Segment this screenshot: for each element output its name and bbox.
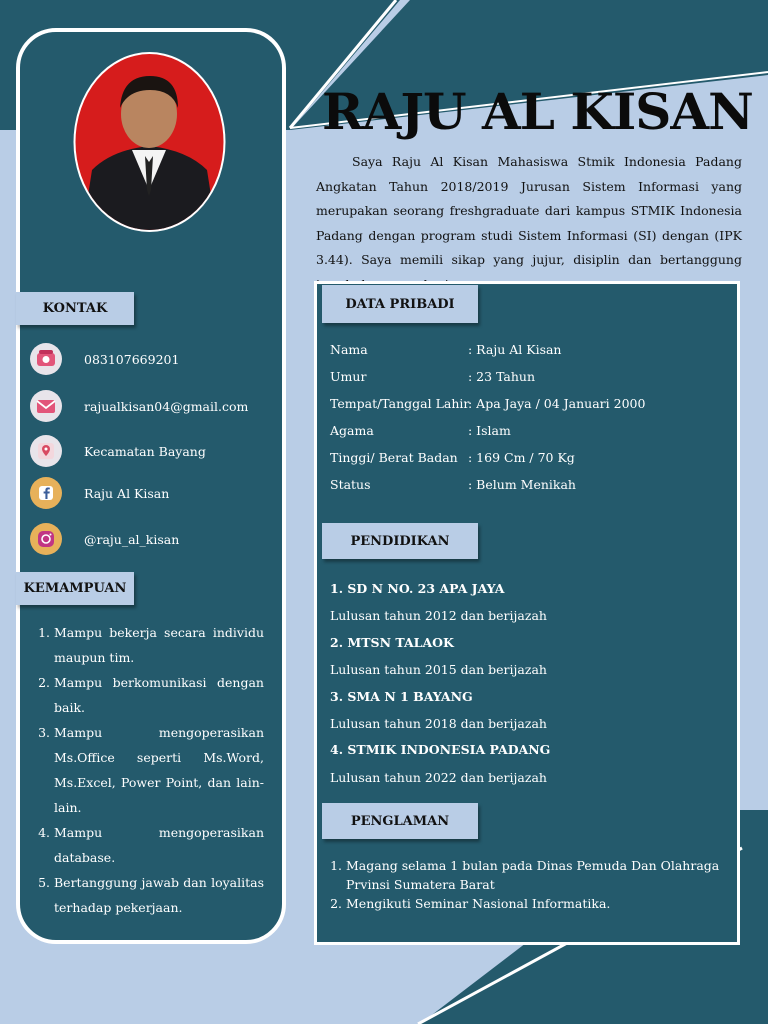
instagram-icon [30, 523, 62, 555]
field-value: : Belum Menikah [468, 477, 576, 492]
contact-location-text: Kecamatan Bayang [84, 443, 206, 459]
education-note: Lulusan tahun 2018 dan berijazah [330, 716, 547, 731]
field-value: : Raju Al Kisan [468, 342, 562, 357]
education-school: 2. MTSN TALAOK [330, 635, 454, 650]
data-pribadi-heading: DATA PRIBADI [322, 285, 478, 323]
education-school: 1. SD N NO. 23 APA JAYA [330, 581, 505, 596]
list-item: 1. Mampu bekerja secara individu maupun tim. [54, 620, 264, 670]
skills-list [32, 620, 264, 920]
contact-email[interactable] [30, 390, 249, 422]
field-label: Tempat/Tanggal Lahir [330, 396, 470, 411]
contact-email-text: rajualkisan04@gmail.com [84, 398, 249, 414]
education-school: 4. STMIK INDONESIA PADANG [330, 742, 551, 757]
education-note: Lulusan tahun 2015 dan berijazah [330, 662, 547, 677]
contact-facebook[interactable] [30, 477, 170, 509]
field-value: : Apa Jaya / 04 Januari 2000 [468, 396, 646, 411]
mail-icon [30, 390, 62, 422]
contact-facebook-text: Raju Al Kisan [84, 485, 170, 501]
kontak-heading: KONTAK [16, 292, 134, 325]
phone-icon [30, 343, 62, 375]
list-item: 3. Mampu mengoperasikan Ms.Office seperti Ms.Word, Ms.Excel, Power Point, dan lain-lain. [54, 720, 264, 820]
education-school: 3. SMA N 1 BAYANG [330, 689, 473, 704]
field-value: : 169 Cm / 70 Kg [468, 450, 575, 465]
pendidikan-heading: PENDIDIKAN [322, 523, 478, 559]
list-item: 4. Mampu mengoperasikan database. [54, 820, 264, 870]
field-label: Umur [330, 369, 367, 384]
facebook-icon [30, 477, 62, 509]
page-title: RAJU AL KISAN [322, 82, 753, 141]
about-paragraph: Saya Raju Al Kisan Mahasiswa Stmik Indonesia Padang Angkatan Tahun 2018/2019 Jurusan Sistem Informasi yang merupakan seorang freshgraduate dari kampus STMIK Indonesia Padang dengan program studi Sistem Informasi (SI) dengan (IPK 3.44). Saya memili sikap yang jujur, disiplin dan bertanggung [316, 154, 742, 267]
contact-location[interactable] [30, 435, 206, 467]
education-note: Lulusan tahun 2022 dan berijazah [330, 770, 547, 785]
pengalaman-heading: PENGLAMAN [322, 803, 478, 839]
contact-instagram-text: @raju_al_kisan [84, 531, 180, 547]
profile-photo [72, 50, 227, 234]
contact-phone[interactable] [30, 343, 180, 375]
contact-instagram[interactable] [30, 523, 180, 555]
location-icon [30, 435, 62, 467]
field-value: : Islam [468, 423, 511, 438]
list-item: 1. Magang selama 1 bulan pada Dinas Pemuda Dan Olahraga Prvinsi Sumatera Barat [346, 856, 730, 894]
list-item: 5. Bertanggung jawab dan loyalitas terhadap pekerjaan. [54, 870, 264, 920]
field-label: Agama [330, 423, 374, 438]
contact-phone-text: 083107669201 [84, 351, 180, 367]
field-value: : 23 Tahun [468, 369, 536, 384]
field-label: Status [330, 477, 371, 492]
experience-list [330, 856, 730, 913]
kemampuan-heading: KEMAMPUAN [16, 572, 134, 605]
field-label: Tinggi/ Berat Badan [330, 450, 458, 465]
list-item: 2. Mampu berkomunikasi dengan baik. [54, 670, 264, 720]
field-label: Nama [330, 342, 368, 357]
list-item: 2. Mengikuti Seminar Nasional Informatika. [346, 894, 730, 913]
education-note: Lulusan tahun 2012 dan berijazah [330, 608, 547, 623]
